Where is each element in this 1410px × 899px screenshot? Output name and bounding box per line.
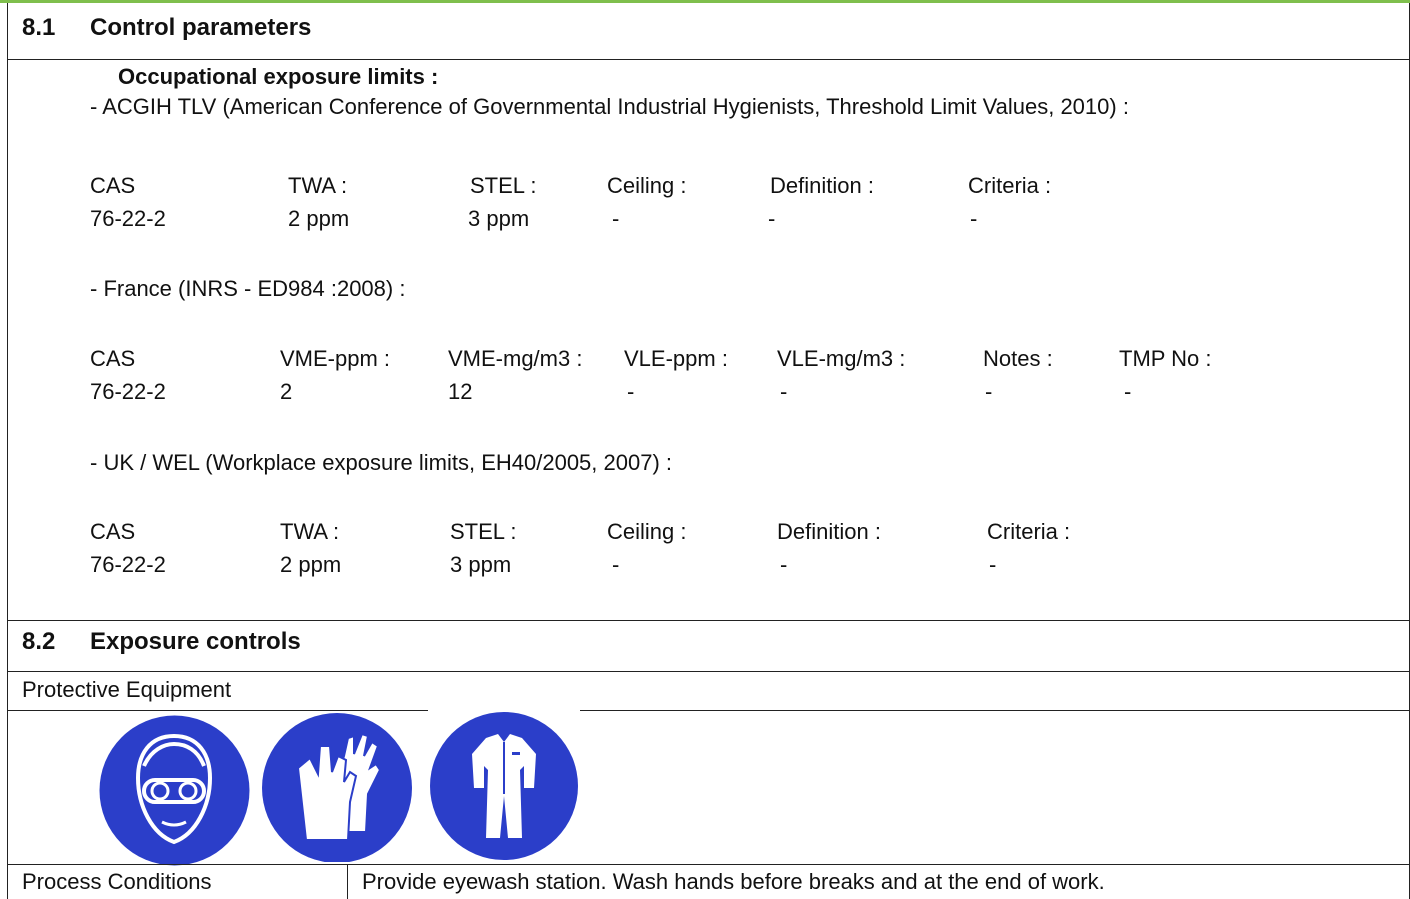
uk-value-definition: - — [780, 552, 788, 577]
divider — [7, 710, 1410, 711]
uk-title: - UK / WEL (Workplace exposure limits, EH40/2005, 2007) : — [90, 450, 673, 475]
uk-value-criteria: - — [989, 552, 997, 577]
france-header-cas: CAS — [90, 346, 136, 371]
france-value-vle-ppm: - — [627, 379, 635, 404]
france-header-vle-mg: VLE-mg/m3 : — [777, 346, 906, 371]
protective-clothing-icon — [428, 710, 580, 862]
section-82-title — [22, 628, 301, 656]
uk-header-cas: CAS — [90, 519, 136, 544]
france-value-tmp: - — [1124, 379, 1132, 404]
exposure-limits-heading: Occupational exposure limits : — [118, 64, 439, 89]
divider — [7, 671, 1410, 672]
uk-value-stel: 3 ppm — [450, 552, 512, 577]
section-82-number: 8.2 — [22, 628, 56, 655]
france-value-vme-mg: 12 — [448, 379, 473, 404]
column-divider — [347, 864, 348, 899]
section-81-title — [22, 14, 311, 42]
process-conditions-text: Provide eyewash station. Wash hands before breaks and at the end of work. — [362, 869, 1105, 894]
acgih-header-twa: TWA : — [288, 173, 348, 198]
acgih-header-cas: CAS — [90, 173, 136, 198]
section-81-title-text: Control parameters — [90, 14, 312, 41]
france-header-vme-ppm: VME-ppm : — [280, 346, 391, 371]
acgih-value-stel: 3 ppm — [468, 206, 530, 231]
uk-header-stel: STEL : — [450, 519, 517, 544]
acgih-value-twa: 2 ppm — [288, 206, 350, 231]
section-81-number: 8.1 — [22, 14, 56, 41]
top-accent-line — [0, 0, 1410, 3]
acgih-title: - ACGIH TLV (American Conference of Governmental Industrial Hygienists, Threshold Limit Values, 2010) : — [90, 94, 1129, 119]
acgih-header-ceiling: Ceiling : — [607, 173, 687, 198]
france-header-vle-ppm: VLE-ppm : — [624, 346, 728, 371]
process-conditions-label: Process Conditions — [22, 869, 212, 894]
divider — [7, 620, 1410, 621]
uk-header-twa: TWA : — [280, 519, 340, 544]
france-value-vle-mg: - — [780, 379, 788, 404]
gloves-icon — [258, 712, 415, 862]
acgih-value-cas: 76-22-2 — [90, 206, 166, 231]
eye-protection-icon — [96, 714, 253, 867]
acgih-header-criteria: Criteria : — [968, 173, 1052, 198]
left-border — [7, 3, 8, 899]
acgih-header-definition: Definition : — [770, 173, 874, 198]
uk-value-ceiling: - — [612, 552, 620, 577]
acgih-value-definition: - — [768, 206, 776, 231]
uk-value-twa: 2 ppm — [280, 552, 342, 577]
acgih-value-ceiling: - — [612, 206, 620, 231]
france-header-tmp: TMP No : — [1119, 346, 1212, 371]
protective-equipment-label: Protective Equipment — [22, 677, 232, 702]
france-title: - France (INRS - ED984 :2008) : — [90, 276, 406, 301]
france-value-cas: 76-22-2 — [90, 379, 166, 404]
france-header-vme-mg: VME-mg/m3 : — [448, 346, 583, 371]
uk-value-cas: 76-22-2 — [90, 552, 166, 577]
divider — [7, 59, 1410, 60]
france-value-notes: - — [985, 379, 993, 404]
acgih-value-criteria: - — [970, 206, 978, 231]
france-header-notes: Notes : — [983, 346, 1053, 371]
uk-header-ceiling: Ceiling : — [607, 519, 687, 544]
section-82-title-text: Exposure controls — [90, 628, 301, 655]
france-value-vme-ppm: 2 — [280, 379, 293, 404]
divider — [7, 864, 1410, 865]
uk-header-definition: Definition : — [777, 519, 881, 544]
uk-header-criteria: Criteria : — [987, 519, 1071, 544]
acgih-header-stel: STEL : — [470, 173, 537, 198]
